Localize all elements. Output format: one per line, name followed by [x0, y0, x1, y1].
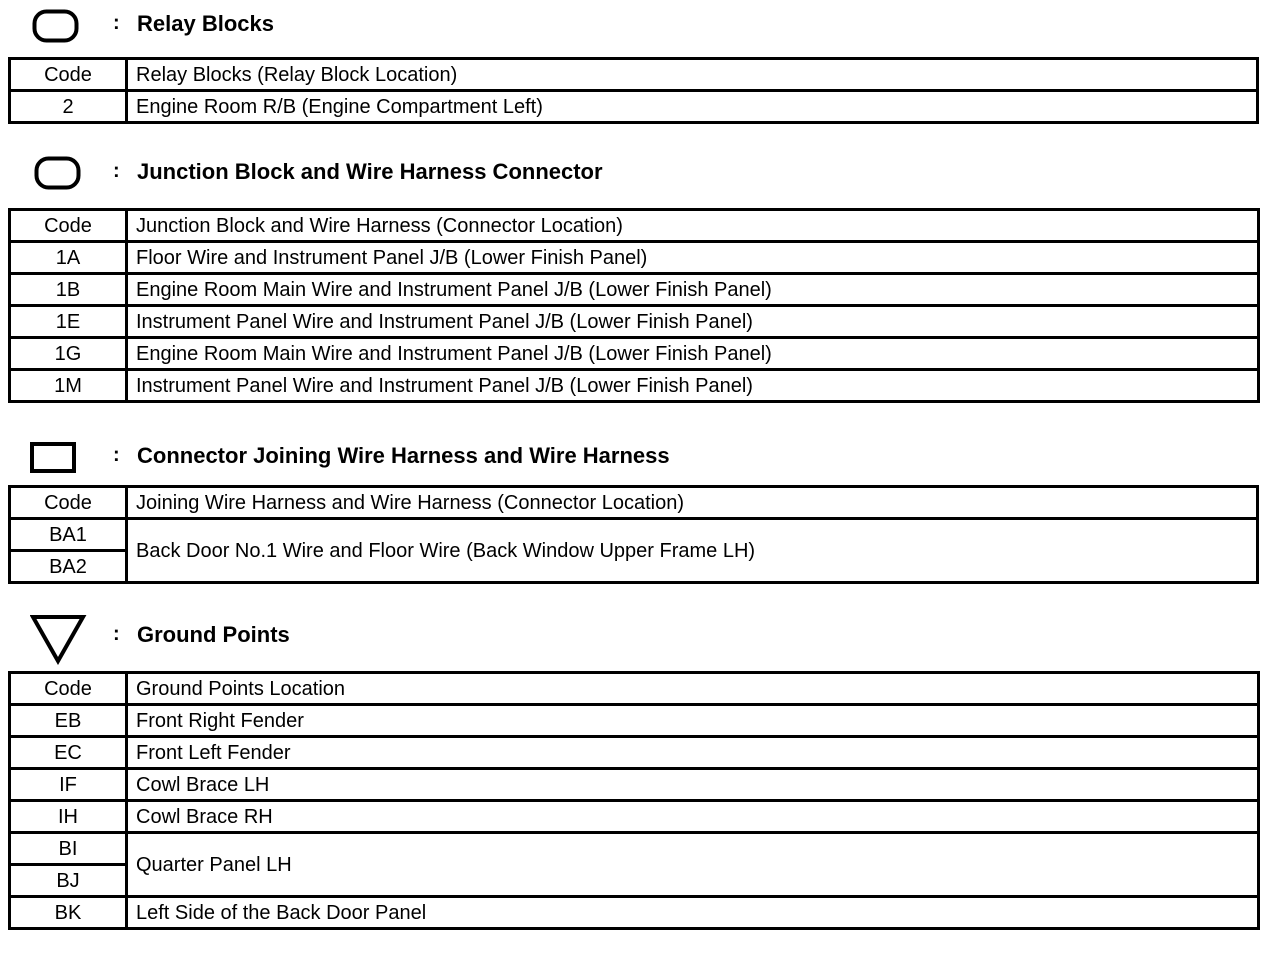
code-header: Code — [10, 59, 127, 91]
location-header: Relay Blocks (Relay Block Location) — [127, 59, 1258, 91]
table-row — [10, 833, 1259, 865]
code-cell: 1A — [10, 242, 127, 274]
code-cell: IH — [10, 801, 127, 833]
table-row — [10, 897, 1259, 929]
table-row — [10, 274, 1259, 306]
section-title: Junction Block and Wire Harness Connector — [137, 159, 603, 184]
table-header-row — [10, 673, 1259, 705]
table-row — [10, 242, 1259, 274]
location-cell: Engine Room Main Wire and Instrument Panel J/B (Lower Finish Panel) — [127, 338, 1259, 370]
section-colon: : — [113, 12, 120, 34]
table-row — [10, 519, 1258, 551]
code-header: Code — [10, 673, 127, 705]
table-row — [10, 91, 1258, 123]
connector-joining-table — [8, 485, 1259, 584]
section-ground-points-header — [0, 610, 1280, 650]
code-cell: 1M — [10, 370, 127, 402]
section-colon: : — [113, 160, 120, 182]
table-row — [10, 801, 1259, 833]
location-cell: Instrument Panel Wire and Instrument Panel J/B (Lower Finish Panel) — [127, 370, 1259, 402]
code-header: Code — [10, 210, 127, 242]
location-cell: Front Left Fender — [127, 737, 1259, 769]
code-cell: 1E — [10, 306, 127, 338]
section-title: Ground Points — [137, 622, 290, 647]
location-cell: Quarter Panel LH — [127, 833, 1259, 897]
location-cell: Engine Room R/B (Engine Compartment Left) — [127, 91, 1258, 123]
code-cell: 1B — [10, 274, 127, 306]
location-cell: Cowl Brace RH — [127, 801, 1259, 833]
table-header-row — [10, 59, 1258, 91]
table-row — [10, 769, 1259, 801]
section-title: Connector Joining Wire Harness and Wire Harness — [137, 443, 670, 468]
code-cell: EC — [10, 737, 127, 769]
code-cell: BI — [10, 833, 127, 865]
section-colon: : — [113, 623, 120, 645]
ground-point-triangle-icon — [30, 613, 88, 665]
ground-points-table — [8, 671, 1260, 930]
table-row — [10, 737, 1259, 769]
location-header: Joining Wire Harness and Wire Harness (Connector Location) — [127, 487, 1258, 519]
table-header-row — [10, 487, 1258, 519]
location-cell: Front Right Fender — [127, 705, 1259, 737]
location-cell: Instrument Panel Wire and Instrument Panel J/B (Lower Finish Panel) — [127, 306, 1259, 338]
section-connector-joining-header — [0, 434, 1280, 474]
code-cell: BK — [10, 897, 127, 929]
section-relay-blocks-header — [0, 0, 1280, 40]
relay-block-symbol-icon — [32, 9, 80, 43]
code-cell: 2 — [10, 91, 127, 123]
connector-symbol-icon — [30, 442, 78, 476]
location-cell: Engine Room Main Wire and Instrument Panel J/B (Lower Finish Panel) — [127, 274, 1259, 306]
location-cell: Floor Wire and Instrument Panel J/B (Lower Finish Panel) — [127, 242, 1259, 274]
junction-block-symbol-icon — [34, 156, 82, 190]
code-cell: IF — [10, 769, 127, 801]
relay-blocks-table — [8, 57, 1259, 124]
code-cell: EB — [10, 705, 127, 737]
section-title: Relay Blocks — [137, 11, 274, 36]
code-header: Code — [10, 487, 127, 519]
section-colon: : — [113, 444, 120, 466]
table-header-row — [10, 210, 1259, 242]
code-cell: 1G — [10, 338, 127, 370]
code-cell: BJ — [10, 865, 127, 897]
location-header: Ground Points Location — [127, 673, 1259, 705]
location-header: Junction Block and Wire Harness (Connector Location) — [127, 210, 1259, 242]
location-cell: Left Side of the Back Door Panel — [127, 897, 1259, 929]
section-junction-block-header — [0, 150, 1280, 190]
table-row — [10, 370, 1259, 402]
code-cell: BA2 — [10, 551, 127, 583]
table-row — [10, 306, 1259, 338]
location-cell: Back Door No.1 Wire and Floor Wire (Back Window Upper Frame LH) — [127, 519, 1258, 583]
table-row — [10, 338, 1259, 370]
junction-block-table — [8, 208, 1260, 403]
location-cell: Cowl Brace LH — [127, 769, 1259, 801]
table-row — [10, 705, 1259, 737]
code-cell: BA1 — [10, 519, 127, 551]
